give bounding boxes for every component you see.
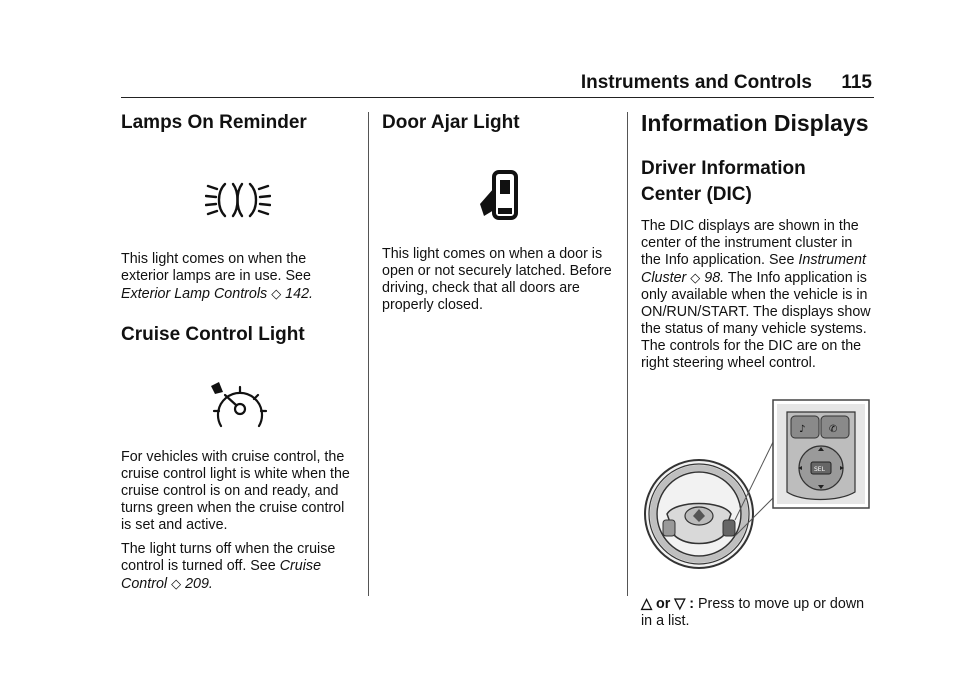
legend-colon: : <box>689 596 695 612</box>
lamps-text: This light comes on when the exterior lamps are in use. See <box>121 251 311 284</box>
column-2 <box>382 108 616 314</box>
svg-text:♪: ♪ <box>799 424 806 435</box>
cruise-off-text: The light turns off when the cruise control is turned off. See <box>121 541 336 574</box>
dic-heading-line1: Driver Information <box>641 158 806 179</box>
information-displays-heading: Information Displays <box>641 110 869 136</box>
page-number: 115 <box>841 72 872 93</box>
dic-text-a: The DIC displays are shown in the center of the instrument cluster in the Info application. See <box>641 218 859 268</box>
up-arrow-icon: △ <box>641 596 652 612</box>
door-ajar-light-heading: Door Ajar Light <box>382 112 520 133</box>
dic-description <box>641 218 875 372</box>
svg-text:✆: ✆ <box>829 424 838 435</box>
cruise-control-ref[interactable]: Cruise Control <box>121 558 322 592</box>
header-rule <box>121 97 874 98</box>
instrument-cluster-ref[interactable]: Instrument Cluster <box>641 252 866 286</box>
cruise-description: For vehicles with cruise control, the cruise control light is white when the cruise control is on and ready, and turns green when the cruise control is set and active. <box>121 449 350 533</box>
svg-text:SEL: SEL <box>814 466 825 473</box>
exterior-lamp-controls-ref[interactable]: Exterior Lamp Controls <box>121 286 268 302</box>
dic-heading-line2: Center (DIC) <box>641 184 752 205</box>
column-1 <box>121 108 355 593</box>
dic-text-b: The Info application is only available when the vehicle is in ON/RUN/START. The displays show the status of many vehicle systems. The controls for the DIC are on the right steering wheel control. <box>641 270 871 371</box>
lamps-on-reminder-heading: Lamps On Reminder <box>121 112 307 133</box>
door-ajar-description: This light comes on when a door is open or not securely latched. Before driving, check that all doors are properly closed. <box>382 246 612 313</box>
ref-arrow-icon: ◇ <box>271 286 282 301</box>
dic-legend-up-down <box>641 596 875 630</box>
down-arrow-icon: ▽ <box>674 596 686 612</box>
column-3 <box>641 108 875 630</box>
column-divider-1 <box>368 112 369 596</box>
legend-text: Press to move up or down in a list. <box>641 596 865 629</box>
ref-arrow-icon: ◇ <box>690 270 701 285</box>
column-divider-2 <box>627 112 628 596</box>
running-header-title: Instruments and Controls <box>580 72 812 93</box>
exterior-lamps-icon <box>205 180 355 220</box>
legend-or: or <box>655 596 671 612</box>
cruise-control-light-heading: Cruise Control Light <box>121 324 305 345</box>
door-ajar-icon <box>478 170 616 222</box>
lamps-on-description <box>121 251 355 303</box>
dic-heading <box>641 156 875 208</box>
cruise-ref-page: 209. <box>185 576 213 592</box>
dic-ref-page: 98. <box>704 270 725 286</box>
cruise-control-icon <box>209 382 355 432</box>
steering-wheel-controls-illustration <box>641 396 875 578</box>
cruise-off-description <box>121 541 355 593</box>
ref-arrow-icon: ◇ <box>171 576 182 591</box>
lamps-ref-page: 142. <box>285 286 313 302</box>
